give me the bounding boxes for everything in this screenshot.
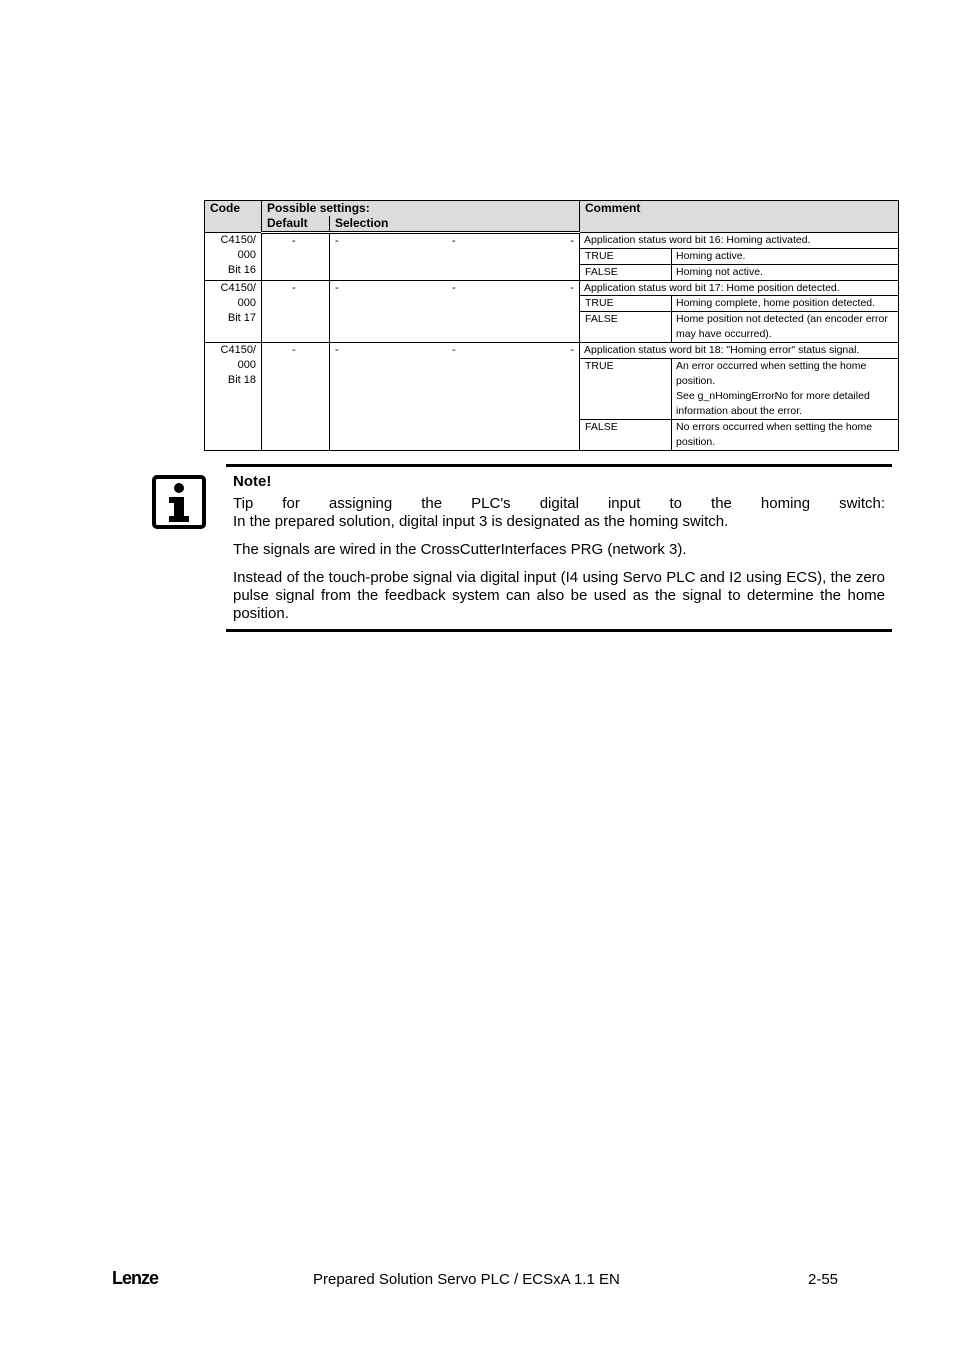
table-header-row-1 bbox=[205, 201, 899, 217]
value-cell: FALSE bbox=[580, 312, 672, 343]
info-icon bbox=[152, 475, 206, 529]
code-cell: C4150/ 000 Bit 18 bbox=[205, 343, 262, 451]
selection-cell: - - - bbox=[330, 233, 580, 281]
selection-cell: - - - bbox=[330, 280, 580, 343]
value-cell: FALSE bbox=[580, 419, 672, 450]
note-paragraph-1-line-1: Tip for assigning the PLC's digital input to the homing switch: bbox=[233, 495, 885, 512]
header-default: Default bbox=[262, 216, 330, 233]
header-possible-settings: Possible settings: bbox=[262, 201, 580, 217]
default-cell: - bbox=[262, 280, 330, 343]
meaning-cell: Homing not active. bbox=[672, 264, 899, 280]
meaning-cell: An error occurred when setting the home position. See g_nHomingErrorNo for more detailed information about the error. bbox=[672, 358, 899, 419]
note-paragraph-2: The signals are wired in the CrossCutterInterfaces PRG (network 3). bbox=[233, 541, 687, 558]
value-cell: TRUE bbox=[580, 296, 672, 312]
value-cell: FALSE bbox=[580, 264, 672, 280]
note-top-rule bbox=[226, 464, 892, 467]
lenze-logo: Lenze bbox=[112, 1268, 159, 1288]
header-code: Code bbox=[205, 201, 262, 233]
code-cell: C4150/ 000 Bit 17 bbox=[205, 280, 262, 343]
header-selection: Selection bbox=[330, 216, 580, 233]
note-title: Note! bbox=[233, 473, 272, 490]
comment-description: Application status word bit 17: Home position detected. bbox=[580, 280, 899, 296]
comment-description: Application status word bit 16: Homing activated. bbox=[580, 233, 899, 249]
code-cell: C4150/ 000 Bit 16 bbox=[205, 233, 262, 281]
header-comment: Comment bbox=[580, 201, 899, 233]
selection-cell: - - - bbox=[330, 343, 580, 451]
meaning-cell: Homing active. bbox=[672, 248, 899, 264]
value-cell: TRUE bbox=[580, 248, 672, 264]
footer-title: Prepared Solution Servo PLC / ECSxA 1.1 EN bbox=[313, 1271, 620, 1288]
meaning-cell: Homing complete, home position detected. bbox=[672, 296, 899, 312]
default-cell: - bbox=[262, 233, 330, 281]
code-table bbox=[204, 200, 899, 451]
table-row bbox=[205, 280, 899, 296]
table-row bbox=[205, 343, 899, 359]
note-bottom-rule bbox=[226, 629, 892, 632]
table-row bbox=[205, 233, 899, 249]
default-cell: - bbox=[262, 343, 330, 451]
page-number: 2-55 bbox=[808, 1271, 839, 1288]
meaning-cell: No errors occurred when setting the home position. bbox=[672, 419, 899, 450]
note-body bbox=[233, 473, 885, 623]
comment-description: Application status word bit 18: "Homing error" status signal. bbox=[580, 343, 899, 359]
value-cell: TRUE bbox=[580, 358, 672, 419]
note-paragraph-3: Instead of the touch-probe signal via digital input (I4 using Servo PLC and I2 using ECS), the zero pulse signal from the feedback system can also be used as the signal to determine the home position. bbox=[233, 569, 885, 622]
note-paragraph-1-line-2: In the prepared solution, digital input 3 is designated as the homing switch. bbox=[233, 513, 729, 530]
meaning-cell: Home position not detected (an encoder error may have occurred). bbox=[672, 312, 899, 343]
